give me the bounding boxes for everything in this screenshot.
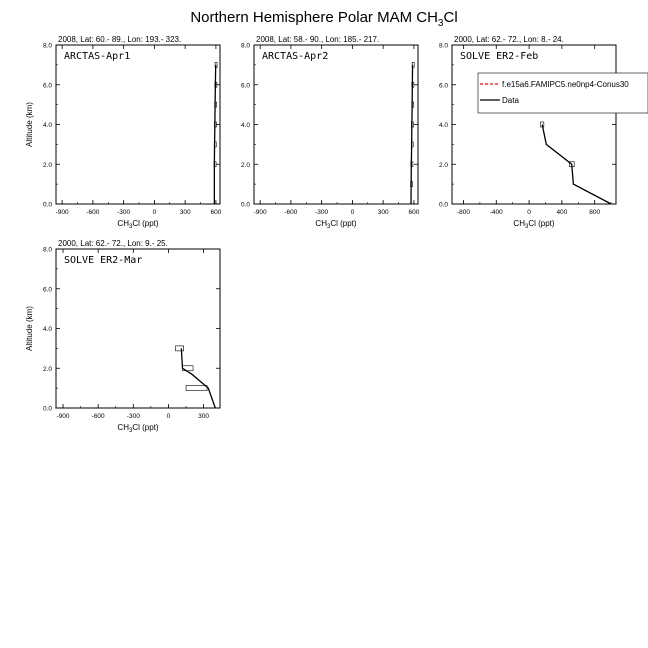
x-tick-label: 600: [210, 209, 222, 216]
x-tick-label: -600: [284, 209, 298, 216]
x-tick-label: -300: [126, 413, 140, 420]
y-tick-label: 2.0: [438, 161, 448, 169]
panel-header: 2008, Lat: 58.- 90., Lon: 185.- 217.: [256, 35, 380, 44]
series-line-data: [181, 348, 215, 408]
series-line-data: [214, 65, 215, 204]
x-axis-title: $CH_3Cl$ (ppt): [117, 423, 159, 434]
y-tick-label: 6.0: [240, 82, 250, 90]
y-tick-label: 0.0: [240, 201, 250, 209]
y-tick-label: 4.0: [42, 122, 52, 129]
panel-name: SOLVE ER2-Feb: [460, 51, 539, 62]
panel-name: SOLVE ER2-Mar: [64, 255, 143, 266]
x-tick-label: 0: [152, 209, 157, 216]
x-tick-label: 800: [589, 209, 601, 216]
y-tick-label: 4.0: [240, 122, 250, 129]
x-tick-label: 0: [166, 413, 171, 420]
y-tick-label: 8.0: [42, 42, 52, 50]
plot-frame: [56, 249, 220, 408]
y-axis-title: Altitude (km): [25, 102, 34, 147]
y-tick-label: 6.0: [438, 82, 448, 90]
plot-frame: [254, 45, 418, 204]
panel-header: 2000, Lat: 62.- 72., Lon: 9.- 25.: [58, 239, 168, 248]
y-tick-label: 6.0: [42, 286, 52, 294]
x-tick-label: 300: [179, 209, 191, 216]
plot-area: [541, 122, 612, 204]
x-tick-label: 400: [556, 209, 568, 216]
data-range-box: [175, 346, 183, 351]
series-line-data: [542, 125, 611, 205]
panel-2: [241, 35, 420, 230]
x-tick-label: 300: [198, 413, 210, 420]
plot-frame: [452, 45, 616, 204]
panel-name: ARCTAS-Apr2: [262, 51, 329, 62]
x-tick-label: -600: [86, 209, 100, 216]
x-tick-label: -900: [56, 413, 70, 420]
figure-title: Northern Hemisphere Polar MAM $CH_3Cl$: [190, 9, 458, 29]
panel-1: [25, 35, 222, 230]
x-axis-title: $CH_3Cl$ (ppt): [513, 219, 555, 230]
plot-area: [175, 346, 215, 408]
panel-4: [25, 239, 220, 434]
x-tick-label: -600: [91, 413, 105, 420]
data-range-box: [186, 386, 207, 391]
panel-name: ARCTAS-Apr1: [64, 51, 131, 62]
x-tick-label: -300: [117, 209, 131, 216]
y-tick-label: 0.0: [42, 201, 52, 209]
y-tick-label: 0.0: [42, 405, 52, 413]
y-tick-label: 2.0: [42, 365, 52, 373]
legend-box: [478, 73, 648, 113]
x-tick-label: -800: [456, 209, 470, 216]
x-tick-label: -900: [253, 209, 267, 216]
x-axis-title: $CH_3Cl$ (ppt): [315, 219, 357, 230]
x-tick-label: 600: [408, 209, 420, 216]
y-tick-label: 8.0: [42, 246, 52, 254]
panel-header: 2000, Lat: 62.- 72., Lon: 8.- 24.: [454, 35, 564, 44]
panel-header: 2008, Lat: 60.- 89., Lon: 193.- 323.: [58, 35, 182, 44]
legend-label: f.e15a6.FAMIPC5.ne0np4-Conus30: [502, 80, 629, 89]
plot-frame: [56, 45, 220, 204]
x-tick-label: -400: [489, 209, 503, 216]
y-tick-label: 8.0: [438, 42, 448, 50]
x-tick-label: 0: [350, 209, 355, 216]
y-tick-label: 0.0: [438, 201, 448, 209]
y-tick-label: 4.0: [42, 326, 52, 333]
y-tick-label: 2.0: [42, 161, 52, 169]
x-tick-label: -300: [315, 209, 329, 216]
plot-area: [214, 62, 217, 204]
y-tick-label: 6.0: [42, 82, 52, 90]
legend-label: Data: [502, 96, 519, 105]
y-tick-label: 4.0: [438, 122, 448, 129]
x-tick-label: 300: [377, 209, 389, 216]
y-axis-title: Altitude (km): [25, 306, 34, 351]
y-tick-label: 8.0: [240, 42, 250, 50]
y-tick-label: 2.0: [240, 161, 250, 169]
panel-3: [439, 35, 616, 230]
x-tick-label: -900: [55, 209, 69, 216]
x-axis-title: $CH_3Cl$ (ppt): [117, 219, 159, 230]
plot-area: [411, 62, 415, 204]
x-tick-label: 0: [527, 209, 531, 216]
legend: [478, 73, 648, 113]
